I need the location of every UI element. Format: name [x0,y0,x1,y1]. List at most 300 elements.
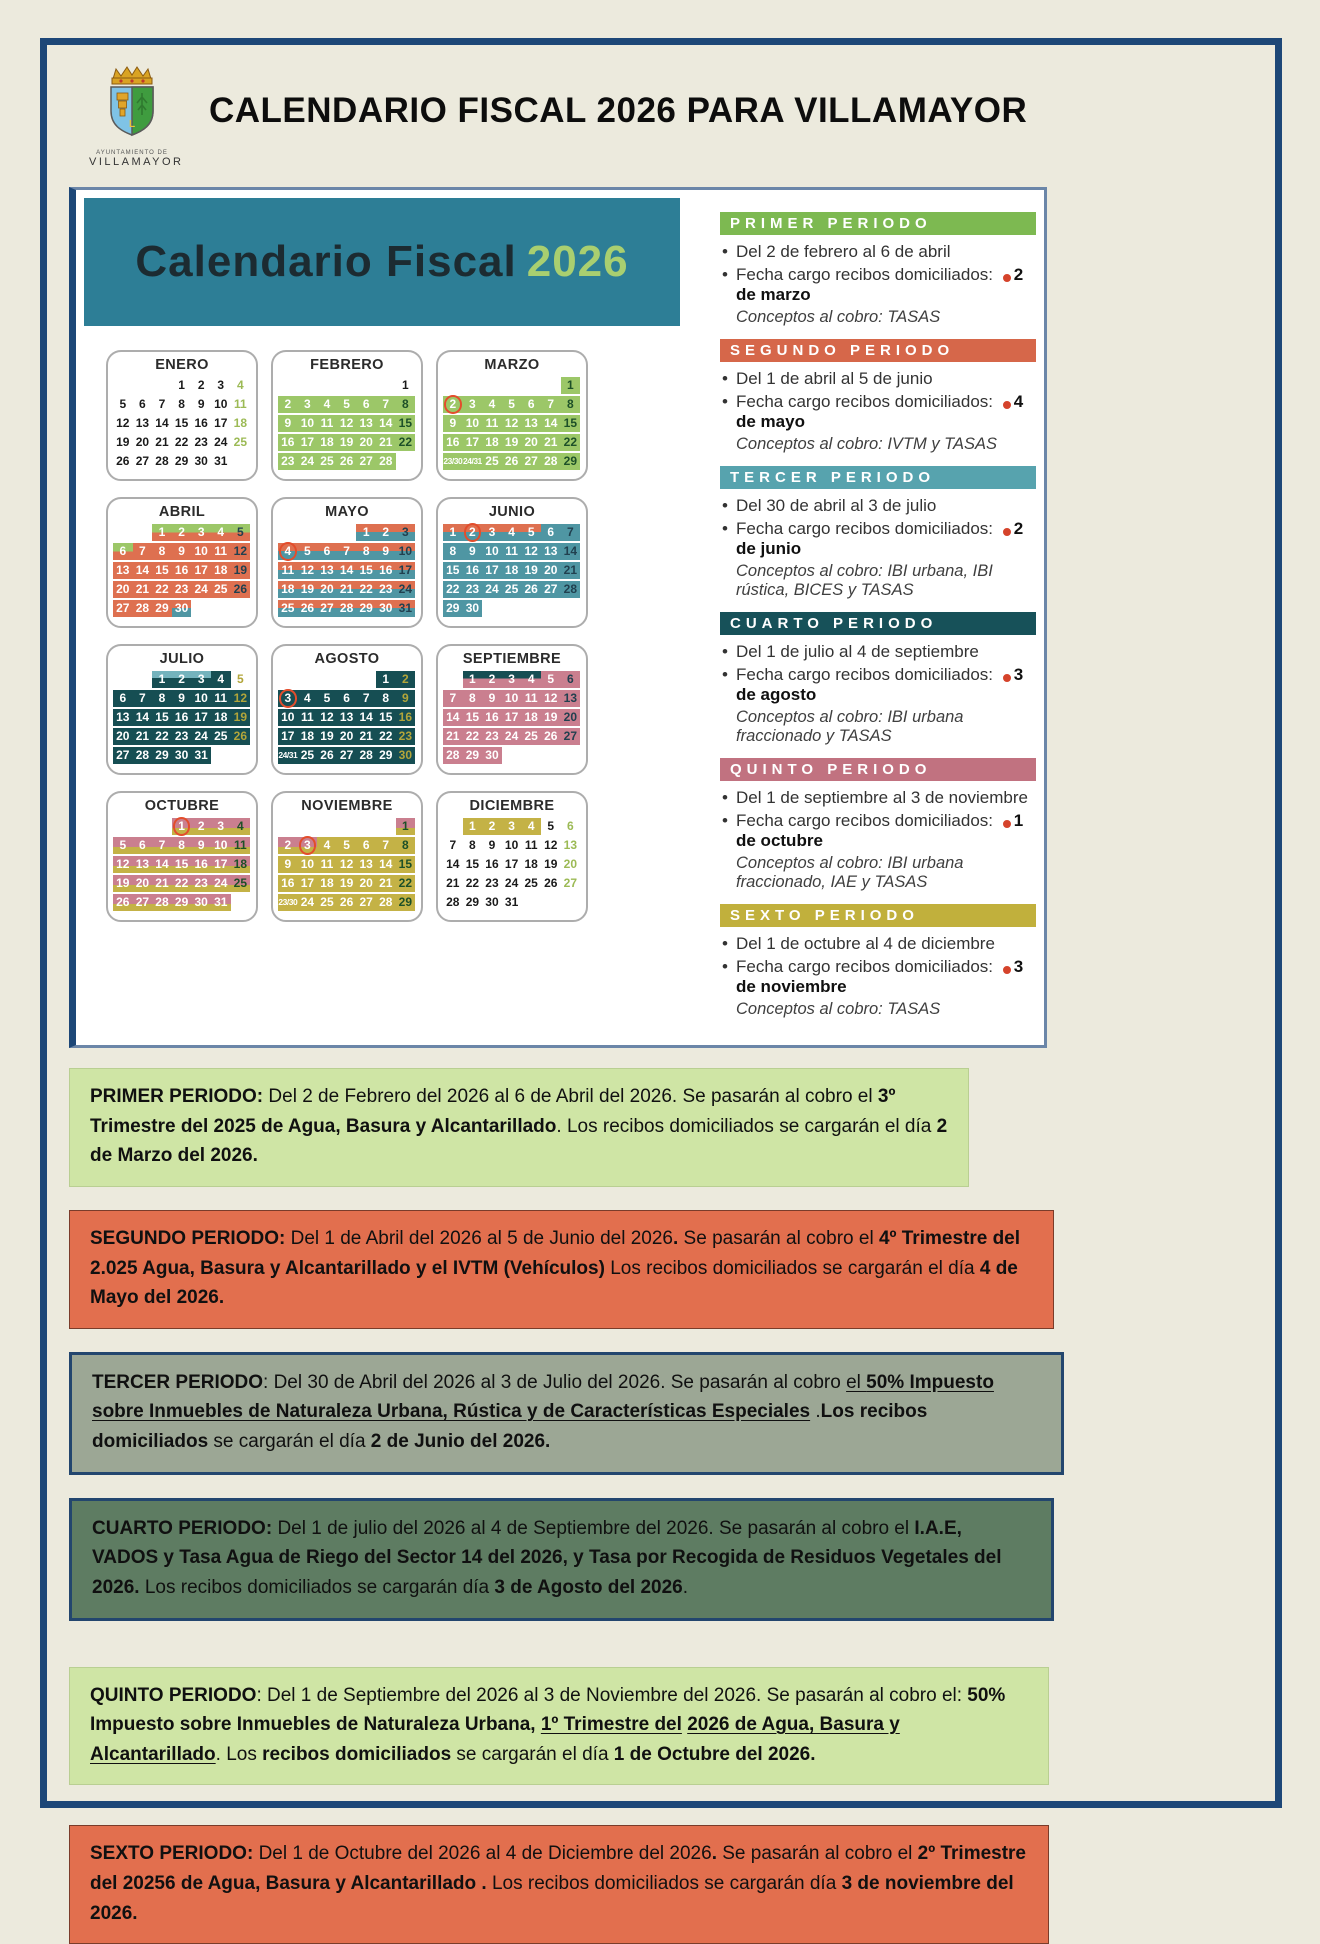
day-cell: 25 [278,600,298,617]
day-cell: 27 [356,894,376,911]
day-cell: 8 [396,837,416,854]
cargo-date-ring-icon [1003,820,1011,828]
day-cell: 12 [298,562,318,579]
day-cell: 23 [482,728,502,745]
day-cell: 16 [172,709,192,726]
charge-day-cell: 4 [278,543,298,560]
day-cell: 10 [396,543,416,560]
week-row [113,453,251,470]
day-cell: 22 [376,728,396,745]
day-cell: 16 [443,434,463,451]
day-cell: 26 [337,453,357,470]
day-cell: 15 [396,415,416,432]
day-cell [211,600,231,617]
summary-text-segment: el [846,1371,867,1393]
month-card [106,497,258,628]
day-cell: 25 [231,875,251,892]
summary-text-segment: 2º Trimestre del 20256 de Agua, Basura y Alcantarillado . [90,1843,1027,1894]
day-cell: 20 [317,581,337,598]
day-cell: 28 [155,454,169,469]
summary-text-segment: : Del 30 de Abril del 2026 al 3 de Julio del 2026. Se pasarán al cobro [263,1371,847,1393]
period-range: • Del 2 de febrero al 6 de abril [720,242,1036,262]
week-row [278,894,416,911]
day-cell [502,600,522,617]
summary-text-segment: SEGUNDO PERIODO: [90,1227,286,1249]
cargo-date: 3 de noviembre [736,957,1024,996]
day-cell: 18 [233,416,248,431]
month-card [271,791,423,922]
summary-block-sexto [69,1825,1049,1944]
day-cell [482,600,502,617]
day-cell: 27 [133,894,153,911]
week-row [113,671,251,688]
day-cell [356,377,376,394]
summary-text-segment: QUINTO PERIODO [90,1684,257,1706]
day-cell: 16 [396,709,416,726]
day-cell [278,671,298,688]
day-cell [133,818,153,835]
period-conceptos: Conceptos al cobro: IBI urbana, IBI rústica, BICES y TASAS [736,562,993,599]
summary-block-tercer [69,1352,1064,1475]
day-cell: 21 [443,728,463,745]
day-cell: 28 [152,894,172,911]
week-row [278,875,416,892]
day-cell: 3 [502,818,522,835]
day-cell: 6 [356,396,376,413]
day-cell: 19 [231,709,251,726]
period-section [720,612,1036,746]
day-cell: 6 [521,396,541,413]
summary-text-segment: 4 de Mayo del 2026. [90,1257,1018,1309]
day-cell: 4 [482,396,502,413]
day-cell: 4 [521,818,541,835]
poster-title [135,237,628,287]
period-section [720,339,1036,454]
summary-text-segment: 1 de Octubre del 2026. [613,1743,816,1765]
day-cell: 17 [396,562,416,579]
day-cell: 21 [133,728,153,745]
day-cell: 8 [469,838,476,853]
day-cell: 15 [465,857,480,872]
week-row [443,875,581,892]
day-cell: 9 [376,543,396,560]
week-row [278,600,416,617]
day-cell: 9 [396,690,416,707]
day-cell: 24 [396,581,416,598]
month-title: AGOSTO [314,651,380,667]
calendar-panel [69,187,1047,1048]
day-cell: 26 [521,581,541,598]
week-row [113,747,251,764]
day-cell [152,377,172,394]
day-cell: 9 [463,543,483,560]
summary-text-segment: Del 1 de Abril del 2026 al 5 de Junio del 2026 [285,1227,673,1249]
week-row [113,581,251,598]
day-cell: 23/30 [278,894,298,911]
month-title: MARZO [484,357,540,373]
summary-text-segment: 2026 de Agua, Basura y Alcantarillado [90,1714,900,1765]
day-cell: 25 [233,435,248,450]
day-cell: 27 [521,453,541,470]
day-cell: 2 [376,524,396,541]
day-cell: 28 [541,453,561,470]
month-title: JULIO [159,651,205,667]
day-cell: 9 [488,838,496,853]
cargo-date-ring-icon [1003,966,1011,974]
day-cell: 19 [337,875,357,892]
day-cell [521,600,541,617]
cargo-date: 3 de agosto [736,665,1024,704]
day-cell: 25 [298,747,318,764]
period-header: PRIMER PERIODO [720,212,1036,235]
period-cargo-line: • Fecha cargo recibos domiciliados: 1 de octubre [720,811,1036,851]
period-cargo-line: • Fecha cargo recibos domiciliados: 3 de agosto [720,665,1036,705]
summary-text-segment: 2 de Junio del 2026. [370,1431,551,1452]
day-cell: 12 [337,856,357,873]
summary-text-segment: 1º Trimestre del [540,1714,682,1736]
day-cell: 6 [337,690,357,707]
week-row [443,415,581,432]
day-cell: 21 [155,435,169,450]
day-cell: 18 [317,875,337,892]
day-cell: 17 [298,434,318,451]
day-cell: 27 [135,454,150,469]
month-title: SEPTIEMBRE [462,651,562,667]
day-cell: 18 [521,709,541,726]
day-cell: 12 [116,416,130,431]
day-cell: 10 [191,543,211,560]
week-row [278,543,416,560]
summary-text-segment: se cargarán el día [451,1743,614,1765]
cargo-date: 2 de junio [736,519,1024,558]
period-conceptos: Conceptos al cobro: IVTM y TASAS [736,435,998,453]
day-cell: 3 [211,818,231,835]
day-cell: 11 [317,856,337,873]
day-cell: 19 [317,728,337,745]
day-cell: 3 [217,378,225,393]
week-row [113,894,251,911]
day-cell [317,671,337,688]
period-cargo-line: • Fecha cargo recibos domiciliados: 2 de marzo [720,265,1036,305]
day-cell: 8 [463,690,483,707]
day-cell: 17 [482,562,502,579]
day-cell: 16 [278,875,298,892]
day-cell: 26 [544,876,558,891]
period-range: • Del 1 de octubre al 4 de diciembre [720,934,1036,954]
day-cell: 20 [561,709,581,726]
summary-text-segment: Se pasarán al cobro el [716,1843,918,1865]
day-cell: 21 [356,728,376,745]
day-cell: 27 [113,600,133,617]
day-cell: 4 [502,524,522,541]
week-row [113,524,251,541]
charge-day-cell: 2 [463,524,483,541]
day-cell [231,894,251,911]
day-cell: 4 [231,818,251,835]
day-cell: 5 [337,396,357,413]
day-cell: 3 [502,671,522,688]
summary-text-segment: I.A.E, VADOS y Tasa Agua de Riego del Sector 14 del 2026, y Tasa por Recogida de Residuos Vegetales del 2026. [92,1517,1002,1598]
day-cell [337,818,357,835]
summary-text-segment: 3 de Agosto del 2026 [494,1576,683,1598]
month-card [271,644,423,775]
cargo-date: 4 de mayo [736,392,1024,431]
day-cell: 6 [356,837,376,854]
day-cell: 11 [502,543,522,560]
charge-day-cell: 3 [298,837,318,854]
day-cell: 29 [172,894,192,911]
charge-day-cell: 3 [278,690,298,707]
day-cell: 1 [376,671,396,688]
day-cell: 13 [563,838,578,853]
day-cell: 5 [502,396,522,413]
day-cell: 13 [541,543,561,560]
day-cell [133,671,153,688]
cargo-date-ring-icon [1003,401,1011,409]
day-cell: 13 [133,856,153,873]
day-cell [133,377,153,394]
summary-text-segment: se cargarán el día [208,1431,371,1452]
day-cell: 18 [211,709,231,726]
day-cell: 24 [214,435,228,450]
day-cell: 11 [521,690,541,707]
summary-text-segment: : Del 1 de Septiembre del 2026 al 3 de Noviembre del 2026. Se pasarán al cobro el: [256,1684,968,1706]
month-card [106,350,258,481]
day-cell: 16 [278,434,298,451]
month-title: FEBRERO [310,357,384,373]
svg-text:L: L [128,119,136,130]
logo [89,63,184,168]
day-cell: 29 [561,453,581,470]
day-cell: 1 [463,671,483,688]
day-cell: 12 [317,709,337,726]
week-row [278,396,416,413]
day-cell: 11 [298,709,318,726]
day-cell: 8 [172,837,192,854]
day-cell: 7 [376,396,396,413]
week-row [443,690,581,707]
period-conceptos: Conceptos al cobro: TASAS [736,1000,941,1018]
day-cell: 13 [317,562,337,579]
day-cell: 25 [482,453,502,470]
day-cell: 20 [563,857,578,872]
week-row [278,562,416,579]
cargo-date-ring-icon [1003,528,1011,536]
day-cell: 7 [541,396,561,413]
day-cell: 14 [155,416,169,431]
day-cell: 27 [337,747,357,764]
day-cell: 13 [356,415,376,432]
day-cell [278,524,298,541]
day-cell: 6 [133,837,153,854]
day-cell [443,818,463,835]
day-cell: 11 [231,837,251,854]
day-cell: 3 [191,671,211,688]
day-cell: 1 [443,524,463,541]
day-cell: 2 [278,837,298,854]
day-cell: 20 [356,434,376,451]
day-cell: 25 [521,728,541,745]
day-cell: 18 [502,562,522,579]
week-row [113,690,251,707]
month-title: NOVIEMBRE [301,798,393,814]
day-cell: 30 [485,895,499,910]
summary-block-primer [69,1068,969,1187]
day-cell: 3 [463,396,483,413]
day-cell: 5 [298,543,318,560]
day-cell [561,894,581,911]
day-cell: 4 [317,396,337,413]
day-cell [133,524,153,541]
day-cell: 12 [231,543,251,560]
day-cell: 21 [376,434,396,451]
day-cell: 24 [191,581,211,598]
summary-text-segment: . Los recibos domiciliados se cargarán el día [556,1115,937,1137]
day-cell: 27 [356,453,376,470]
week-row [443,728,581,745]
day-cell: 21 [152,875,172,892]
week-row [443,453,581,470]
week-row [443,543,581,560]
summary-text-segment: 3 de noviembre del 2026. [90,1873,1014,1924]
month-title: DICIEMBRE [469,798,555,814]
day-cell: 26 [337,894,357,911]
day-cell: 9 [278,856,298,873]
day-cell: 15 [443,562,463,579]
month-title: ENERO [155,357,209,373]
day-cell: 19 [544,857,558,872]
day-cell: 28 [133,747,153,764]
day-cell [317,524,337,541]
day-cell: 30 [194,454,208,469]
day-cell: 16 [482,709,502,726]
day-cell [317,818,337,835]
day-cell [298,818,318,835]
day-cell: 7 [133,543,153,560]
day-cell: 5 [119,397,127,412]
week-row [113,709,251,726]
period-cargo-line: • Fecha cargo recibos domiciliados: 3 de noviembre [720,957,1036,997]
poster-title-main: Calendario Fiscal [135,237,517,286]
day-cell: 21 [446,876,460,891]
day-cell: 23 [396,728,416,745]
day-cell: 12 [521,543,541,560]
day-cell: 1 [152,671,172,688]
day-cell: 26 [502,453,522,470]
summary-block-quinto [69,1667,1049,1786]
day-cell [521,377,541,394]
day-cell: 7 [561,524,581,541]
day-cell: 10 [504,838,519,853]
day-cell: 20 [541,562,561,579]
day-cell: 24 [211,875,231,892]
day-cell: 11 [482,415,502,432]
day-cell: 15 [376,709,396,726]
day-cell: 6 [317,543,337,560]
day-cell: 17 [211,856,231,873]
day-cell: 9 [197,397,205,412]
day-cell: 30 [396,747,416,764]
day-cell: 15 [174,416,189,431]
summary-text-segment: Del 1 de Octubre del 2026 al 4 de Diciembre del 2026 [253,1843,712,1865]
summary-text-segment: Los recibos domiciliados se cargarán el día [604,1257,980,1279]
day-cell: 24/31 [463,453,483,470]
day-cell: 2 [172,671,192,688]
period-cargo-line: • Fecha cargo recibos domiciliados: 2 de junio [720,519,1036,559]
period-header: TERCER PERIODO [720,466,1036,489]
day-cell: 8 [396,396,416,413]
summary-block-cuarto [69,1498,1054,1621]
day-cell: 4 [317,837,337,854]
day-cell: 19 [231,562,251,579]
day-cell: 26 [231,728,251,745]
day-cell: 30 [172,747,192,764]
day-cell: 28 [356,747,376,764]
day-cell: 3 [396,524,416,541]
day-cell: 18 [298,728,318,745]
period-range: • Del 30 de abril al 3 de julio [720,496,1036,516]
week-row [113,562,251,579]
day-cell: 29 [152,747,172,764]
day-cell: 30 [191,894,211,911]
cargo-date: 2 de marzo [736,265,1024,304]
day-cell: 25 [317,453,337,470]
day-cell: 15 [463,709,483,726]
day-cell [356,671,376,688]
day-cell: 15 [152,562,172,579]
day-cell: 8 [152,543,172,560]
day-cell: 3 [298,396,318,413]
day-cell: 1 [396,818,416,835]
day-cell: 22 [396,434,416,451]
day-cell [298,524,318,541]
day-cell: 13 [356,856,376,873]
week-row [443,856,581,873]
day-cell: 14 [133,562,153,579]
day-cell: 18 [231,856,251,873]
month-title: JUNIO [488,504,536,520]
week-row [443,837,581,854]
day-cell [211,747,231,764]
day-cell: 21 [133,581,153,598]
month-card [271,350,423,481]
week-row [443,581,581,598]
month-card [436,644,588,775]
day-cell: 11 [524,838,538,853]
day-cell [541,747,561,764]
day-cell: 2 [172,524,192,541]
day-cell: 28 [337,600,357,617]
summary-text-segment: 2 de Marzo del 2026. [90,1115,948,1167]
day-cell: 16 [172,562,192,579]
day-cell: 26 [317,747,337,764]
week-row [278,581,416,598]
day-cell: 9 [278,415,298,432]
day-cell: 15 [396,856,416,873]
day-cell: 7 [152,837,172,854]
day-cell: 6 [139,397,146,412]
day-cell: 7 [133,690,153,707]
month-title: OCTUBRE [144,798,220,814]
day-cell: 15 [152,709,172,726]
period-header: SEGUNDO PERIODO [720,339,1036,362]
day-cell: 10 [298,856,318,873]
day-cell: 19 [116,435,130,450]
day-cell: 6 [561,671,581,688]
day-cell: 29 [152,600,172,617]
summary-text-segment: Del 1 de julio del 2026 al 4 de Septiembre del 2026. Se pasarán al cobro el [272,1517,915,1539]
period-conceptos: Conceptos al cobro: TASAS [736,308,941,326]
